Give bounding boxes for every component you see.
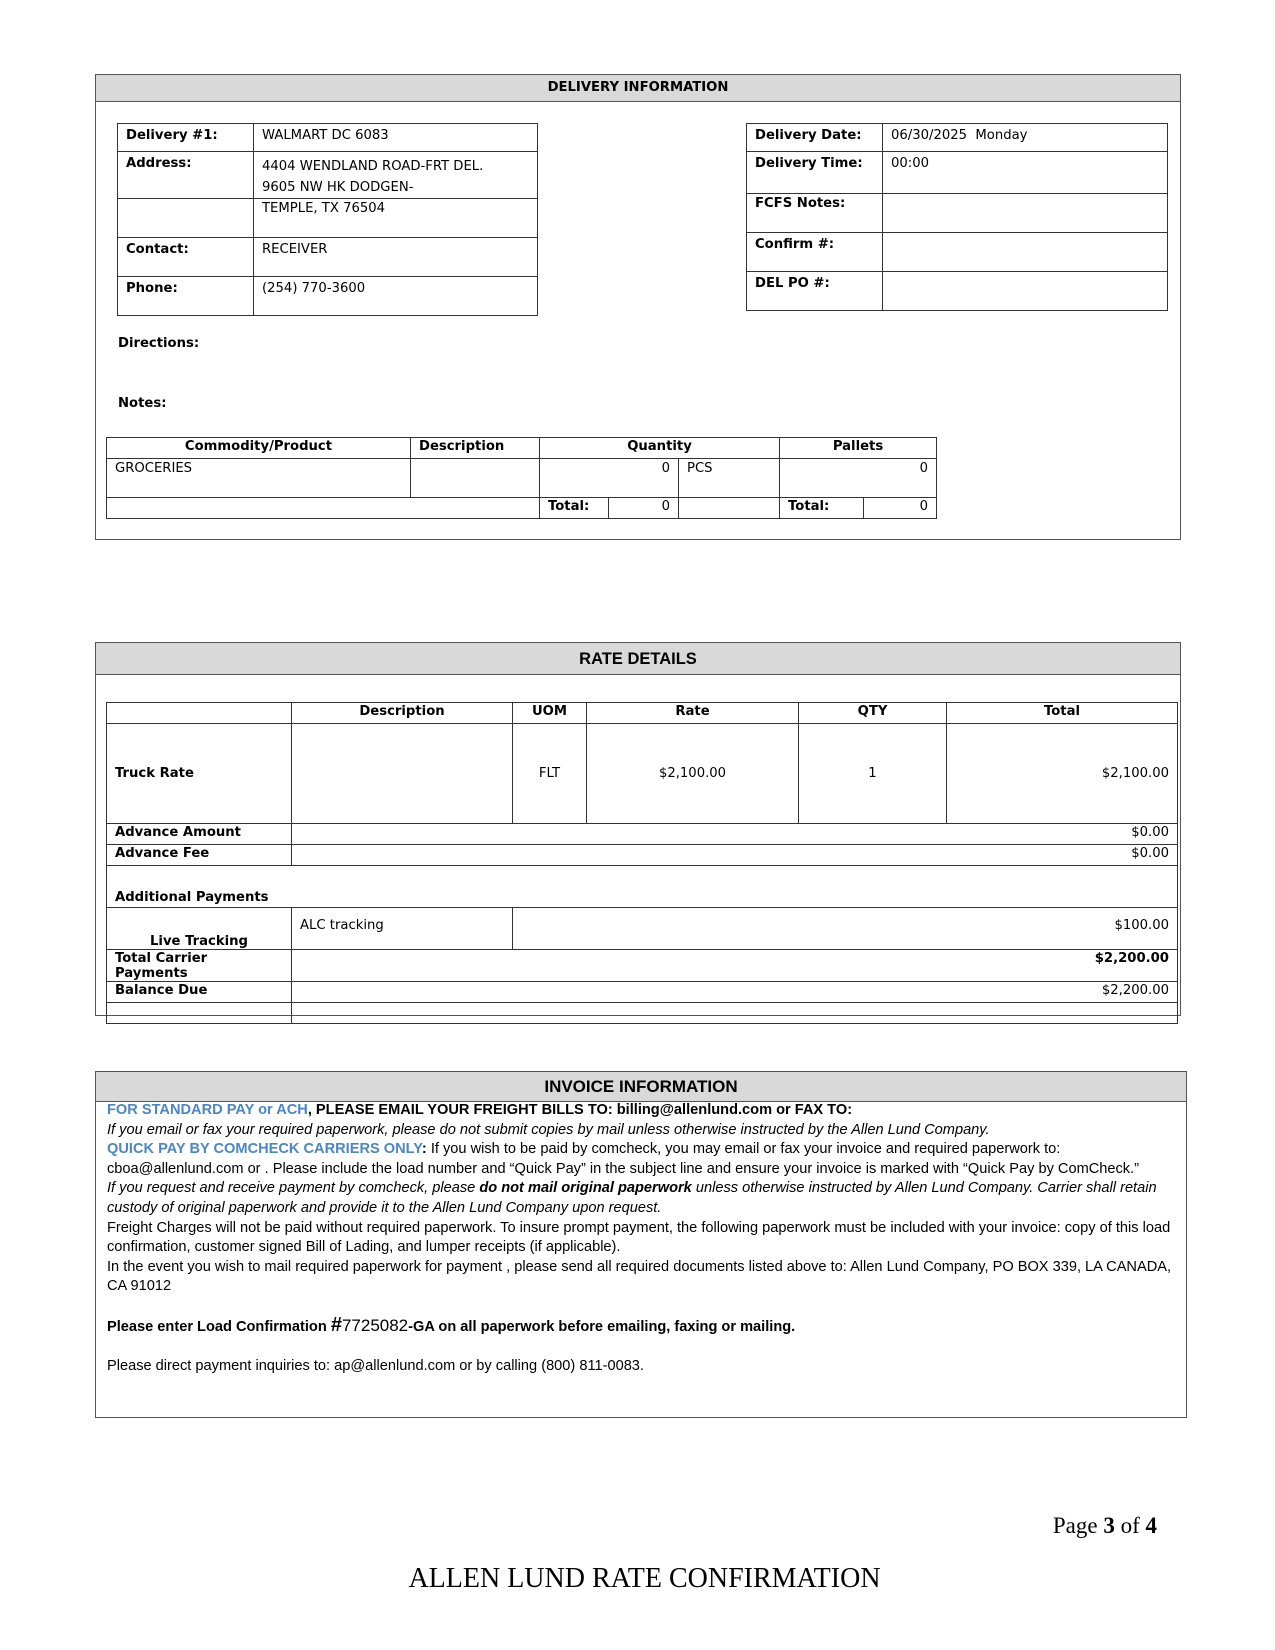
commodity-product: GROCERIES bbox=[107, 459, 411, 498]
directions-label: Directions: bbox=[118, 336, 200, 351]
address-cell bbox=[254, 152, 538, 199]
total-carrier-value: $2,200.00 bbox=[292, 950, 1178, 982]
live-tracking-label: Live Tracking bbox=[107, 908, 292, 950]
address-empty-label bbox=[118, 199, 254, 238]
confirm-label: Confirm #: bbox=[747, 233, 883, 272]
commodity-header-quantity: Quantity bbox=[540, 438, 780, 459]
notes-label: Notes: bbox=[118, 396, 167, 411]
invoice-line-load-confirmation bbox=[107, 1313, 1182, 1338]
address-line-1: 4404 WENDLAND ROAD-FRT DEL. bbox=[262, 159, 484, 174]
load-confirmation-text-a: Please enter Load Confirmation bbox=[107, 1318, 331, 1335]
page-of-word: of bbox=[1114, 1513, 1146, 1538]
address-label: Address: bbox=[118, 152, 254, 199]
table-row bbox=[107, 724, 1178, 824]
delivery-schedule-table bbox=[746, 123, 1168, 311]
phone-label: Phone: bbox=[118, 277, 254, 316]
invoice-line-mail-address: In the event you wish to mail required paperwork for payment , please send all required documents listed above to: Allen Lund Company, PO BOX 339, LA CANADA, CA 91012 bbox=[107, 1258, 1172, 1295]
delivery-header bbox=[96, 75, 1180, 102]
invoice-header-text: INVOICE INFORMATION bbox=[544, 1077, 738, 1096]
rate-header-text: RATE DETAILS bbox=[579, 650, 697, 668]
live-tracking-value: $100.00 bbox=[513, 908, 1178, 950]
delivery-value: WALMART DC 6083 bbox=[254, 124, 538, 152]
pallet-total-label: Total: bbox=[780, 498, 864, 519]
load-confirmation-number: 7725082 bbox=[341, 1315, 409, 1335]
truck-rate-rate: $2,100.00 bbox=[587, 724, 799, 824]
fcfs-label: FCFS Notes: bbox=[747, 194, 883, 233]
delivery-info-table bbox=[117, 123, 538, 316]
table-row bbox=[107, 908, 1178, 950]
confirm-value bbox=[883, 233, 1168, 272]
truck-rate-description bbox=[292, 724, 513, 824]
quantity-total-empty bbox=[679, 498, 780, 519]
fcfs-value bbox=[883, 194, 1168, 233]
del-po-value bbox=[883, 272, 1168, 311]
invoice-header bbox=[96, 1072, 1186, 1102]
rate-col-uom: UOM bbox=[513, 703, 587, 724]
document-footer-title: ALLEN LUND RATE CONFIRMATION bbox=[408, 1563, 881, 1594]
quick-pay-colon: : bbox=[421, 1141, 427, 1158]
advance-fee-value: $0.00 bbox=[292, 845, 1178, 866]
page-current: 3 bbox=[1103, 1513, 1115, 1538]
rate-empty-cell-2 bbox=[292, 1003, 1178, 1024]
commodity-pallets: 0 bbox=[780, 459, 937, 498]
page-total: 4 bbox=[1145, 1513, 1157, 1538]
delivery-date-label: Delivery Date: bbox=[747, 124, 883, 152]
rate-header bbox=[96, 643, 1180, 675]
comcheck-text-bold: do not mail original paperwork bbox=[479, 1180, 692, 1197]
quantity-total-label: Total: bbox=[540, 498, 609, 519]
truck-rate-total: $2,100.00 bbox=[947, 724, 1178, 824]
commodity-quantity: 0 bbox=[540, 459, 679, 498]
commodity-total-spacer bbox=[107, 498, 540, 519]
page-number bbox=[1053, 1513, 1157, 1539]
delivery-time-value: 00:00 bbox=[883, 152, 1168, 194]
comcheck-text-a: If you request and receive payment by comcheck, please bbox=[107, 1180, 480, 1197]
additional-payments-label: Additional Payments bbox=[107, 866, 1178, 908]
rate-col-qty: QTY bbox=[799, 703, 947, 724]
invoice-line-freight-charges: Freight Charges will not be paid without required paperwork. To insure prompt payment, the following paperwork must be included with your invoice: copy of this load confirmation, customer signed Bill of Lading, and lumper receipts (if applicable). bbox=[107, 1219, 1171, 1256]
address-line-3: TEMPLE, TX 76504 bbox=[254, 199, 538, 238]
commodity-description bbox=[411, 459, 540, 498]
quantity-total-value: 0 bbox=[609, 498, 679, 519]
total-carrier-label: Total Carrier Payments bbox=[107, 950, 292, 982]
advance-amount-label: Advance Amount bbox=[107, 824, 292, 845]
invoice-line-standard-pay bbox=[107, 1101, 1182, 1121]
address-line-2: 9605 NW HK DODGEN- bbox=[262, 180, 414, 195]
page-word: Page bbox=[1052, 1513, 1104, 1538]
commodity-table bbox=[106, 437, 937, 519]
invoice-line-paperwork-note: If you email or fax your required paperwork, please do not submit copies by mail unless otherwise instructed by the Allen Lund Company. bbox=[107, 1121, 990, 1138]
standard-pay-text: , PLEASE EMAIL YOUR FREIGHT BILLS TO: billing@allenlund.com or FAX TO: bbox=[307, 1102, 853, 1118]
commodity-header-pallets: Pallets bbox=[780, 438, 937, 459]
del-po-label: DEL PO #: bbox=[747, 272, 883, 311]
advance-fee-label: Advance Fee bbox=[107, 845, 292, 866]
contact-value: RECEIVER bbox=[254, 238, 538, 277]
advance-amount-value: $0.00 bbox=[292, 824, 1178, 845]
quick-pay-text: If you wish to be paid by comcheck, you may email or fax your invoice and required paperwork to: cboa@allenlund.com or . Please include the load number and “Quick Pay” in the subject line and ensure your invoice is marked with “Quick Pay by ComCheck.” bbox=[107, 1141, 1140, 1177]
invoice-body bbox=[107, 1101, 1182, 1376]
pallet-total-value: 0 bbox=[864, 498, 937, 519]
rate-empty-cell-1 bbox=[107, 1003, 292, 1024]
commodity-header-description: Description bbox=[411, 438, 540, 459]
table-row bbox=[107, 459, 937, 498]
phone-value: (254) 770-3600 bbox=[254, 277, 538, 316]
delivery-date-value: 06/30/2025 Monday bbox=[883, 124, 1168, 152]
standard-pay-label: FOR STANDARD PAY or ACH bbox=[107, 1102, 308, 1118]
rate-col-total: Total bbox=[947, 703, 1178, 724]
contact-label: Contact: bbox=[118, 238, 254, 277]
invoice-line-payment-inquiries: Please direct payment inquiries to: ap@allenlund.com or by calling (800) 811-0083. bbox=[107, 1357, 644, 1374]
invoice-line-quick-pay bbox=[107, 1140, 1182, 1179]
delivery-header-text: DELIVERY INFORMATION bbox=[547, 80, 729, 95]
rate-table bbox=[106, 702, 1178, 1024]
rate-col-rate: Rate bbox=[587, 703, 799, 724]
comcheck-text-c: unless otherwise instructed by Allen Lund Company. Carrier shall retain custody of original paperwork and provide it to the Allen Lund Company upon request. bbox=[107, 1180, 1157, 1216]
commodity-header-product: Commodity/Product bbox=[107, 438, 411, 459]
delivery-time-label: Delivery Time: bbox=[747, 152, 883, 194]
truck-rate-label: Truck Rate bbox=[107, 724, 292, 824]
quick-pay-label: QUICK PAY BY COMCHECK CARRIERS ONLY bbox=[107, 1141, 422, 1158]
truck-rate-qty: 1 bbox=[799, 724, 947, 824]
live-tracking-description: ALC tracking bbox=[292, 908, 513, 950]
load-confirmation-hash: # bbox=[330, 1313, 342, 1336]
load-confirmation-text-b: -GA on all paperwork before emailing, faxing or mailing. bbox=[408, 1318, 796, 1335]
rate-col-description: Description bbox=[292, 703, 513, 724]
invoice-line-comcheck bbox=[107, 1179, 1182, 1218]
delivery-label: Delivery #1: bbox=[118, 124, 254, 152]
truck-rate-uom: FLT bbox=[513, 724, 587, 824]
rate-header-blank bbox=[107, 703, 292, 724]
balance-due-value: $2,200.00 bbox=[292, 982, 1178, 1003]
commodity-unit: PCS bbox=[679, 459, 780, 498]
balance-due-label: Balance Due bbox=[107, 982, 292, 1003]
